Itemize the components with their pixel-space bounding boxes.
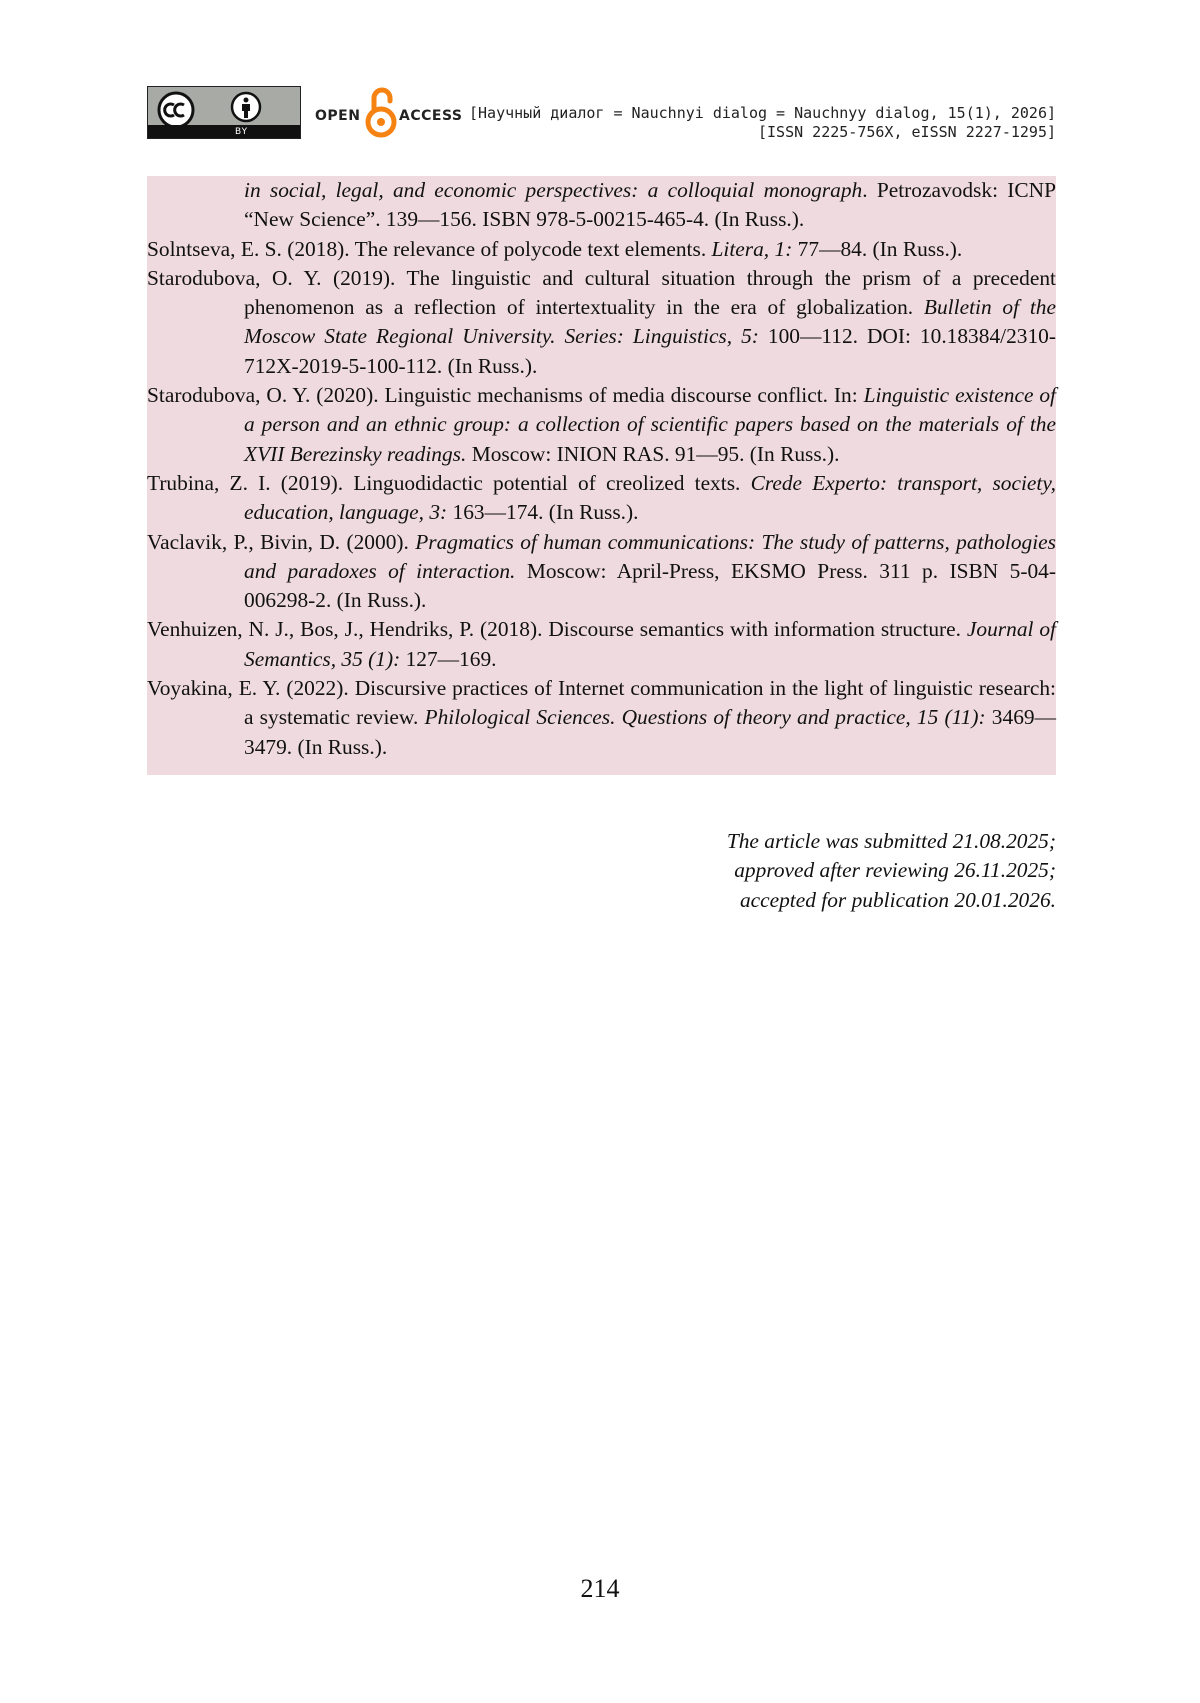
submission-dates bbox=[727, 827, 1056, 915]
reference-source-title: Litera, 1: bbox=[711, 236, 793, 261]
reference-text: . Petrozavodsk: ICNP “New Science”. 139—156. ISBN 978-5-00215-465-4. (In Russ.). bbox=[244, 178, 1057, 232]
reference-source-title: Linguistic existence of a person and an ethnic group: a collection of scientific papers based on the materials of the XVII Berezinsky readings. bbox=[244, 383, 1056, 466]
reference-source-title: Crede Experto: transport, society, education, language, 3: bbox=[244, 470, 1056, 525]
reference-text: Starodubova, O. Y. (2019). The linguistic and cultural situation through the prism of a precedent phenomenon as a reflection of intertextuality in the era of globalization. bbox=[147, 265, 1056, 320]
reference-source-title: in social, legal, and economic perspectives: a colloquial monograph bbox=[244, 178, 863, 202]
by-label: BY bbox=[235, 127, 249, 137]
by-strip bbox=[148, 125, 300, 138]
reference-entry bbox=[147, 528, 1056, 616]
reference-text: 77—84. (In Russ.). bbox=[792, 236, 963, 261]
reference-entry bbox=[147, 674, 1056, 762]
cc-by-license-badge bbox=[147, 86, 301, 139]
reference-text: Moscow: April-Press, EKSMO Press. 311 p. ISBN 5-04-006298-2. (In Russ.). bbox=[244, 558, 1056, 613]
open-access-access-text: ACCESS bbox=[399, 108, 463, 124]
accepted-date-line: accepted for publication 20.01.2026. bbox=[739, 887, 1056, 912]
page-header bbox=[147, 86, 1056, 141]
reference-text: Moscow: INION RAS. 91—95. (In Russ.). bbox=[466, 441, 840, 466]
reference-text: 127—169. bbox=[400, 646, 497, 671]
open-access-logo bbox=[315, 86, 465, 141]
approved-date-line: approved after reviewing 26.11.2025; bbox=[734, 858, 1056, 883]
reference-source-title: Philological Sciences. Questions of theory and practice, 15 (11): bbox=[424, 705, 986, 730]
page-number: 214 bbox=[580, 1574, 620, 1603]
reference-list bbox=[147, 176, 1056, 775]
reference-source-title: Journal of Semantics, 35 (1): bbox=[244, 617, 1057, 671]
reference-text: Starodubova, O. Y. (2020). Linguistic mechanisms of media discourse conflict. In: bbox=[147, 383, 864, 408]
reference-entry bbox=[147, 235, 1056, 264]
journal-citation bbox=[469, 104, 1056, 142]
reference-text: 163—174. (In Russ.). bbox=[447, 500, 639, 525]
reference-entry bbox=[147, 264, 1056, 381]
reference-source-title: Bulletin of the Moscow State Regional University. Series: Linguistics, 5: bbox=[244, 295, 1056, 349]
submitted-date-line: The article was submitted 21.08.2025; bbox=[726, 829, 1056, 853]
reference-text: Vaclavik, P., Bivin, D. (2000). bbox=[147, 529, 416, 554]
cc-icon bbox=[148, 87, 302, 127]
open-access-lock-icon bbox=[365, 86, 397, 138]
reference-entry bbox=[147, 176, 1056, 235]
reference-entry bbox=[147, 381, 1056, 469]
journal-citation-line-2: [ISSN 2225-756X, eISSN 2227-1295] bbox=[757, 123, 1056, 141]
journal-citation-line-1: [Научный диалог = Nauchnyi dialog = Nauchnyy dialog, 15(1), 2026] bbox=[469, 104, 1056, 122]
reference-text: Voyakina, E. Y. (2022). Discursive practices of Internet communication in the light of linguistic research: a systematic review. bbox=[147, 676, 1056, 730]
reference-entry bbox=[147, 615, 1056, 674]
reference-source-title: Pragmatics of human communications: The study of patterns, pathologies and paradoxes of interaction. bbox=[244, 529, 1056, 583]
reference-entry bbox=[147, 469, 1056, 528]
reference-text: 3469—3479. (In Russ.). bbox=[244, 705, 1056, 759]
reference-text: Venhuizen, N. J., Bos, J., Hendriks, P. (2018). Discourse semantics with information structure. bbox=[147, 617, 967, 642]
reference-text: Solntseva, E. S. (2018). The relevance of polycode text elements. bbox=[147, 236, 712, 261]
reference-text: Trubina, Z. I. (2019). Linguodidactic potential of creolized texts. bbox=[147, 470, 751, 495]
reference-text: 100—112. DOI: 10.18384/2310-712X-2019-5-100-112. (In Russ.). bbox=[244, 324, 1056, 378]
open-access-open-text: OPEN bbox=[315, 108, 361, 124]
